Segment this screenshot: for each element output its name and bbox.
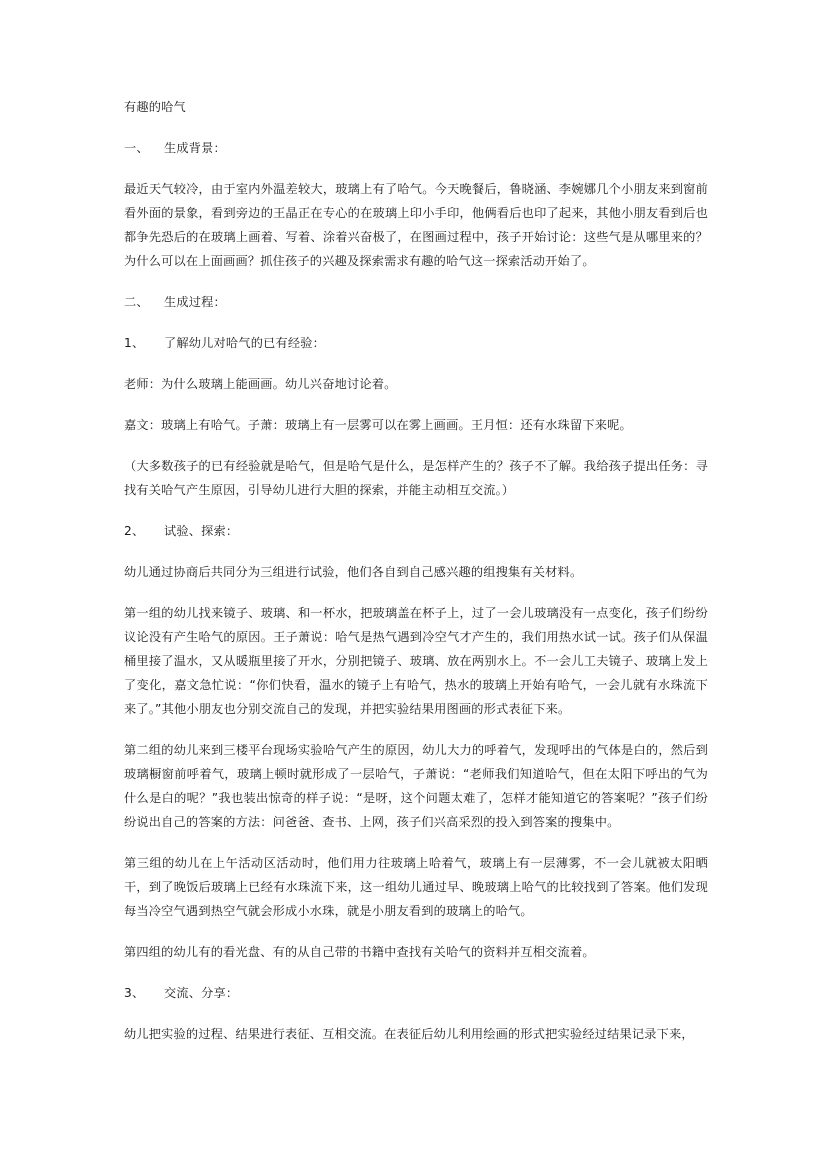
paragraph: （大多数孩子的已有经验就是哈气，但是哈气是什么，是怎样产生的？孩子不了解。我给孩子提出任务：寻找有关哈气产生原因，引导幼儿进行大胆的探索，并能主动相互交流。）	[124, 459, 708, 497]
section-heading-background	[124, 136, 708, 160]
step-heading-1	[124, 331, 708, 355]
paragraph: 嘉文：玻璃上有哈气。子萧：玻璃上有一层雾可以在雾上画画。王月恒：还有水珠留下来呢。	[124, 418, 632, 432]
step-heading-3	[124, 981, 708, 1005]
step-heading-text: 交流、分享：	[164, 986, 239, 1000]
background-paragraph: 最近天气较冷，由于室内外温差较大，玻璃上有了哈气。今天晚餐后，鲁晓涵、李婉娜几个小朋友来到窗前看外面的景象，看到旁边的王晶正在专心的在玻璃上印小手印，他俩看后也印了起来，其他小朋友看到后也都争先恐后的在玻璃上画着、写着、涂着兴奋极了，在图画过程中，孩子开始讨论：这些气是从哪里来的？为什么可以在上面画画？抓住孩子的兴趣及探索需求有趣的哈气这一探索活动开始了。	[124, 182, 708, 268]
document-title: 有趣的哈气	[124, 100, 186, 114]
section-number: 一、	[124, 141, 149, 155]
step-number: 2、	[124, 524, 145, 538]
section-heading-process	[124, 290, 708, 314]
section-number: 二、	[124, 295, 149, 309]
paragraph: 老师：为什么玻璃上能画画。幼儿兴奋地讨论着。	[124, 377, 397, 391]
step-heading-2	[124, 519, 708, 543]
paragraph: 幼儿通过协商后共同分为三组进行试验，他们各自到自己感兴趣的组搜集有关材料。	[124, 565, 583, 579]
document-body	[124, 95, 708, 1063]
step-heading-text: 试验、探索：	[164, 524, 239, 538]
step-number: 1、	[124, 336, 145, 350]
paragraph: 第三组的幼儿在上午活动区活动时，他们用力往玻璃上哈着气，玻璃上有一层薄雾，不一会儿就被太阳晒干，到了晚饭后玻璃上已经有水珠流下来，这一组幼儿通过早、晚玻璃上哈气的比较找到了答案。他们发现每当冷空气遇到热空气就会形成小水珠，就是小朋友看到的玻璃上的哈气。	[124, 856, 708, 918]
paragraph: 第二组的幼儿来到三楼平台现场实验哈气产生的原因，幼儿大力的呼着气，发现呼出的气体是白的，然后到玻璃橱窗前呼着气，玻璃上顿时就形成了一层哈气，子萧说：“老师我们知道哈气，但在太阳下呼出的气为什么是白的呢？”我也装出惊奇的样子说：“是呀，这个问题太难了，怎样才能知道它的答案呢？”孩子们纷纷说出自己的答案的方法：问爸爸、查书、上网，孩子们兴高采烈的投入到答案的搜集中。	[124, 743, 708, 829]
step-heading-text: 了解幼儿对哈气的已有经验：	[164, 336, 326, 350]
section-heading-text: 生成背景：	[164, 141, 226, 155]
step-number: 3、	[124, 986, 145, 1000]
paragraph: 第四组的幼儿有的看光盘、有的从自己带的书籍中查找有关哈气的资料并互相交流着。	[124, 945, 595, 959]
paragraph: 第一组的幼儿找来镜子、玻璃、和一杯水，把玻璃盖在杯子上，过了一会儿玻璃没有一点变化，孩子们纷纷议论没有产生哈气的原因。王子萧说：哈气是热气遇到冷空气才产生的，我们用热水试一试。孩子们从保温桶里接了温水，又从暖瓶里接了开水，分别把镜子、玻璃、放在两别水上。不一会儿工夫镜子、玻璃上发上了变化，嘉文急忙说：“你们快看，温水的镜子上有哈气，热水的玻璃上开始有哈气，一会儿就有水珠流下来了。”其他小朋友也分别交流自己的发现，并把实验结果用图画的形式表征下来。	[124, 606, 708, 716]
paragraph: 幼儿把实验的过程、结果进行表征、互相交流。在表征后幼儿利用绘画的形式把实验经过结果记录下来，	[124, 1027, 694, 1041]
section-heading-text: 生成过程：	[164, 295, 226, 309]
